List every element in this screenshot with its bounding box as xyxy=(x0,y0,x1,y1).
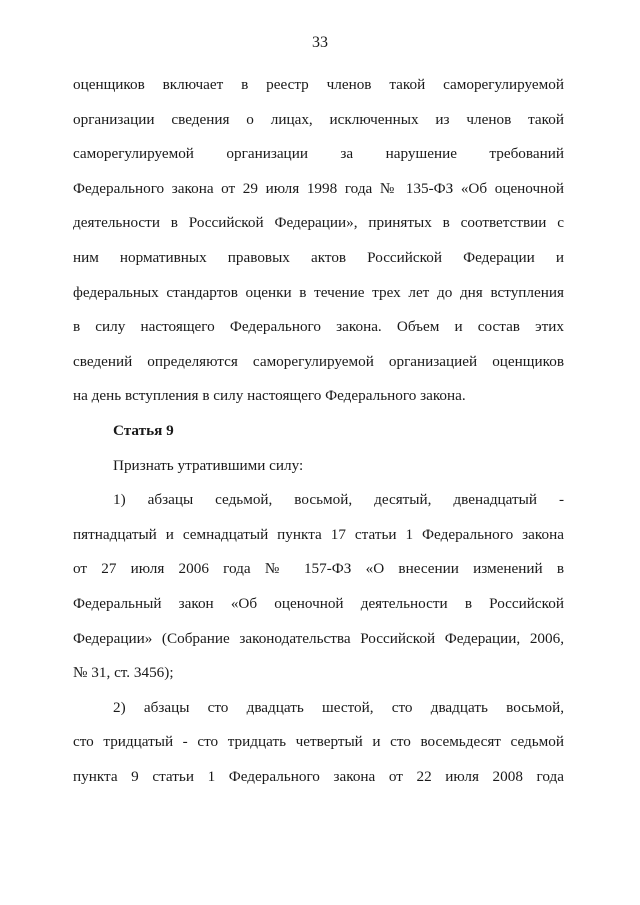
item-2-line: 2) абзацы сто двадцать шестой, сто двадцать восьмой, xyxy=(113,698,564,716)
paragraph-line: на день вступления в силу настоящего Федерального закона. xyxy=(73,387,466,405)
article-intro: Признать утратившими силу: xyxy=(113,456,304,474)
item-1-line: Федеральный закон «Об оценочной деятельности в Российской xyxy=(73,594,564,612)
item-2-line: пункта 9 статьи 1 Федерального закона от 22 июля 2008 года xyxy=(73,767,564,785)
item-1-line: Федерации» (Собрание законодательства Российской Федерации, 2006, xyxy=(73,629,564,647)
page-number: 33 xyxy=(312,34,328,51)
item-1-line: от 27 июля 2006 года № 157-ФЗ «О внесении изменений в xyxy=(73,560,564,578)
item-1-line: пятнадцатый и семнадцатый пункта 17 статьи 1 Федерального закона xyxy=(73,525,564,543)
document-body xyxy=(73,68,564,794)
paragraph-line: федеральных стандартов оценки в течение трех лет до дня вступления xyxy=(73,283,564,301)
paragraph-line: деятельности в Российской Федерации», принятых в соответствии с xyxy=(73,214,564,232)
paragraph-line: ним нормативных правовых актов Российской Федерации и xyxy=(73,248,564,266)
paragraph-line: организации сведения о лицах, исключенных из членов такой xyxy=(73,110,564,128)
item-1-line: № 31, ст. 3456); xyxy=(73,664,174,682)
article-heading: Статья 9 xyxy=(113,421,174,439)
paragraph-line: оценщиков включает в реестр членов такой саморегулируемой xyxy=(73,76,564,93)
paragraph-line: в силу настоящего Федерального закона. Объем и состав этих xyxy=(73,318,564,336)
paragraph-line: сведений определяются саморегулируемой организацией оценщиков xyxy=(73,352,564,370)
item-1-line: 1) абзацы седьмой, восьмой, десятый, двенадцатый - xyxy=(113,491,564,509)
paragraph-line: Федерального закона от 29 июля 1998 года № 135-ФЗ «Об оценочной xyxy=(73,179,564,197)
paragraph-line: саморегулируемой организации за нарушение требований xyxy=(73,145,564,163)
item-2-line: сто тридцатый - сто тридцать четвертый и сто восемьдесят седьмой xyxy=(73,733,564,751)
